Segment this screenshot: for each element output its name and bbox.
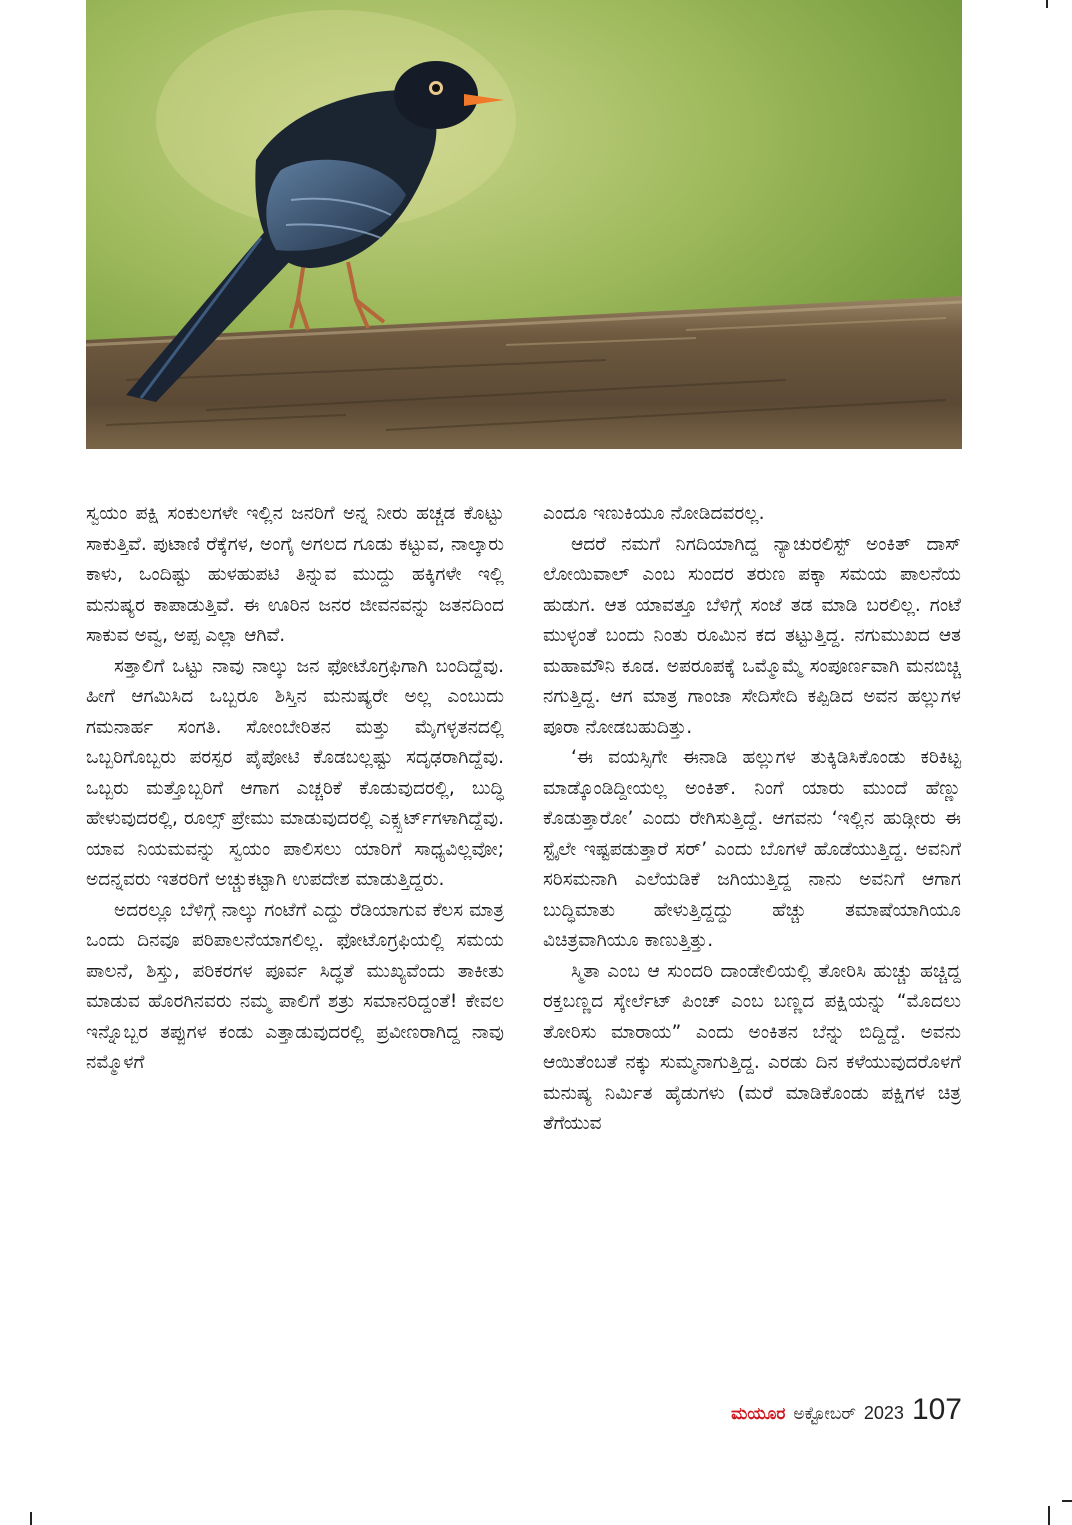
paragraph: ಆದರೆ ನಮಗೆ ನಿಗದಿಯಾಗಿದ್ದ ನ್ಯಾಚುರಲಿಸ್ಟ್ ಅಂಕಿತ್ ದಾಸ್ ಲೋಯಿವಾಲ್ ಎಂಬ ಸುಂದರ ತರುಣ ಪಕ್ಕಾ ಸಮಯ ಪಾಲನೆಯ ಹುಡುಗ. ಆತ ಯಾವತ್ತೂ ಬೆಳಿಗ್ಗೆ ಸಂಜೆ ತಡ ಮಾಡಿ ಬರಲಿಲ್ಲ. ಗಂಟೆ ಮುಳ್ಳಂತೆ ಬಂದು ನಿಂತು ರೂಮಿನ ಕದ ತಟ್ಟುತ್ತಿದ್ದ. ನಗುಮುಖದ ಆತ ಮಹಾಮೌನಿ ಕೂಡ. ಅಪರೂಪಕ್ಕೆ ಒಮ್ಮೊಮ್ಮೆ ಸಂಪೂರ್ಣವಾಗಿ ಮನಬಿಚ್ಚಿ ನಗುತ್ತಿದ್ದ. ಆಗ ಮಾತ್ರ ಗಾಂಜಾ ಸೇದಿಸೇದಿ ಕಪ್ಪಿಡಿದ ಅವನ ಹಲ್ಲುಗಳ ಪೂರಾ ನೋಡಬಹುದಿತ್ತು. <box>543 533 961 738</box>
crop-mark-right-horizontal <box>1062 1500 1072 1502</box>
crop-mark-bottom-left <box>30 1512 32 1525</box>
page-footer <box>697 1393 962 1429</box>
issue-month: ಅಕ್ಟೋಬರ್ <box>793 1404 856 1424</box>
article-column-left <box>86 499 504 1079</box>
paragraph: ಅದರಲ್ಲೂ ಬೆಳಿಗ್ಗೆ ನಾಲ್ಕು ಗಂಟೆಗೆ ಎದ್ದು ರೆಡಿಯಾಗುವ ಕೆಲಸ ಮಾತ್ರ ಒಂದು ದಿನವೂ ಪರಿಪಾಲನೆಯಾಗಲಿಲ್ಲ. ಫೋಟೊಗ್ರಫಿಯಲ್ಲಿ ಸಮಯ ಪಾಲನೆ, ಶಿಸ್ತು, ಪರಿಕರಗಳ ಪೂರ್ವ ಸಿದ್ಧತೆ ಮುಖ್ಯವೆಂದು ತಾಕೀತು ಮಾಡುವ ಹೊರಗಿನವರು ನಮ್ಮ ಪಾಲಿಗೆ ಶತ್ರು ಸಮಾನರಿದ್ದಂತೆ! ಕೇವಲ ಇನ್ನೊಬ್ಬರ ತಪ್ಪುಗಳ ಕಂಡು ಎತ್ತಾಡುವುದರಲ್ಲಿ ಪ್ರವೀಣರಾಗಿದ್ದ ನಾವು ನಮ್ಮೊಳಗೆ <box>86 899 504 1073</box>
blackbird-on-log-illustration <box>86 0 962 449</box>
magazine-name: ಮಯೂರ <box>731 1404 786 1424</box>
page-number: 107 <box>911 1393 962 1426</box>
crop-mark-top-right <box>1046 0 1048 8</box>
paragraph: ಸ್ವಯಂ ಪಕ್ಷಿ ಸಂಕುಲಗಳೇ ಇಲ್ಲಿನ ಜನರಿಗೆ ಅನ್ನ ನೀರು ಹಚ್ಚಡ ಕೊಟ್ಟು ಸಾಕುತ್ತಿವೆ. ಪುಟಾಣಿ ರೆಕ್ಕೆಗಳ, ಅಂಗೈ ಅಗಲದ ಗೂಡು ಕಟ್ಟುವ, ನಾಲ್ಕಾರು ಕಾಳು, ಒಂದಿಷ್ಟು ಹುಳಹುಪಟಿ ತಿನ್ನುವ ಮುದ್ದು ಹಕ್ಕಿಗಳೇ ಇಲ್ಲಿ ಮನುಷ್ಯರ ಕಾಪಾಡುತ್ತಿವೆ. ಈ ಊರಿನ ಜನರ ಜೀವನವನ್ನು ಜತನದಿಂದ ಸಾಕುವ ಅವ್ವ, ಅಪ್ಪ ಎಲ್ಲಾ ಆಗಿವೆ. <box>86 503 504 646</box>
issue-year: 2023 <box>863 1403 904 1423</box>
crop-mark-bottom-right <box>1048 1506 1050 1525</box>
paragraph: ಸ್ಮಿತಾ ಎಂಬ ಆ ಸುಂದರಿ ದಾಂಡೇಲಿಯಲ್ಲಿ ತೋರಿಸಿ ಹುಚ್ಚು ಹಚ್ಚಿದ್ದ ರಕ್ತಬಣ್ಣದ ಸ್ಕೇರ್ಲೆಟ್ ಪಿಂಚ್ ಎಂಬ ಬಣ್ಣದ ಪಕ್ಷಿಯನ್ನು “ಮೊದಲು ತೋರಿಸು ಮಾರಾಯ” ಎಂದು ಅಂಕಿತನ ಬೆನ್ನು ಬಿದ್ದಿದ್ದೆ. ಅವನು ಆಯಿತೆಂಬತೆ ನಕ್ಕು ಸುಮ್ಮನಾಗುತ್ತಿದ್ದ. ಎರಡು ದಿನ ಕಳೆಯುವುದರೊಳಗೆ ಮನುಷ್ಯ ನಿರ್ಮಿತ ಹೈಡುಗಳು (ಮರೆ ಮಾಡಿಕೊಂಡು ಪಕ್ಷಿಗಳ ಚಿತ್ರ ತೆಗೆಯುವ <box>543 960 961 1134</box>
paragraph: ಸತ್ತಾಲಿಗೆ ಒಟ್ಟು ನಾವು ನಾಲ್ಕು ಜನ ಫೋಟೊಗ್ರಫಿಗಾಗಿ ಬಂದಿದ್ದೆವು. ಹೀಗೆ ಆಗಮಿಸಿದ ಒಬ್ಬರೂ ಶಿಸ್ತಿನ ಮನುಷ್ಯರೇ ಅಲ್ಲ ಎಂಬುದು ಗಮನಾರ್ಹ ಸಂಗತಿ. ಸೋಂಬೇರಿತನ ಮತ್ತು ಮೈಗಳ್ಳತನದಲ್ಲಿ ಒಬ್ಬರಿಗೊಬ್ಬರು ಪರಸ್ಪರ ಪೈಪೋಟಿ ಕೊಡಬಲ್ಲಷ್ಟು ಸದೃಢರಾಗಿದ್ದೆವು. ಒಬ್ಬರು ಮತ್ತೊಬ್ಬರಿಗೆ ಆಗಾಗ ಎಚ್ಚರಿಕೆ ಕೊಡುವುದರಲ್ಲಿ, ಬುದ್ಧಿ ಹೇಳುವುದರಲ್ಲಿ, ರೂಲ್ಸ್ ಪ್ರೇಮು ಮಾಡುವುದರಲ್ಲಿ ಎಕ್ಸ್ಪರ್ಟ್‌ಗಳಾಗಿದ್ದೆವು. ಯಾವ ನಿಯಮವನ್ನು ಸ್ವಯಂ ಪಾಲಿಸಲು ಯಾರಿಗೆ ಸಾಧ್ಯವಿಲ್ಲವೋ; ಅದನ್ನವರು ಇತರರಿಗೆ ಅಚ್ಚುಕಟ್ಟಾಗಿ ಉಪದೇಶ ಮಾಡುತ್ತಿದ್ದರು. <box>86 655 504 890</box>
article-column-right <box>543 499 961 1140</box>
paragraph: ಎಂದೂ ಇಣುಕಿಯೂ ನೋಡಿದವರಲ್ಲ. <box>543 503 765 524</box>
paragraph: ‘ಈ ವಯಸ್ಸಿಗೇ ಈನಾಡಿ ಹಲ್ಲುಗಳ ತುಕ್ಕಿಡಿಸಿಕೊಂಡು ಕರಿಕಿಟ್ಟ ಮಾಡ್ಕೊಂಡಿದ್ದೀಯಲ್ಲ ಅಂಕಿತ್. ನಿಂಗೆ ಯಾರು ಮುಂದೆ ಹೆಣ್ಣು ಕೊಡುತ್ತಾರೋ’ ಎಂದು ರೇಗಿಸುತ್ತಿದ್ದೆ. ಆಗವನು ‘ಇಲ್ಲಿನ ಹುಡ್ಗೀರು ಈ ಸ್ಟೈಲೇ ಇಷ್ಟಪಡುತ್ತಾರೆ ಸರ್’ ಎಂದು ಬೊಗಳೆ ಹೊಡೆಯುತ್ತಿದ್ದ. ಅವನಿಗೆ ಸರಿಸಮನಾಗಿ ಎಲೆಯಡಿಕೆ ಜಗಿಯುತ್ತಿದ್ದ ನಾನು ಅವನಿಗೆ ಆಗಾಗ ಬುದ್ಧಿಮಾತು ಹೇಳುತ್ತಿದ್ದದ್ದು ಹೆಚ್ಚು ತಮಾಷೆಯಾಗಿಯೂ ವಿಚಿತ್ರವಾಗಿಯೂ ಕಾಣುತ್ತಿತ್ತು. <box>543 747 961 951</box>
bird-photo <box>86 0 962 449</box>
